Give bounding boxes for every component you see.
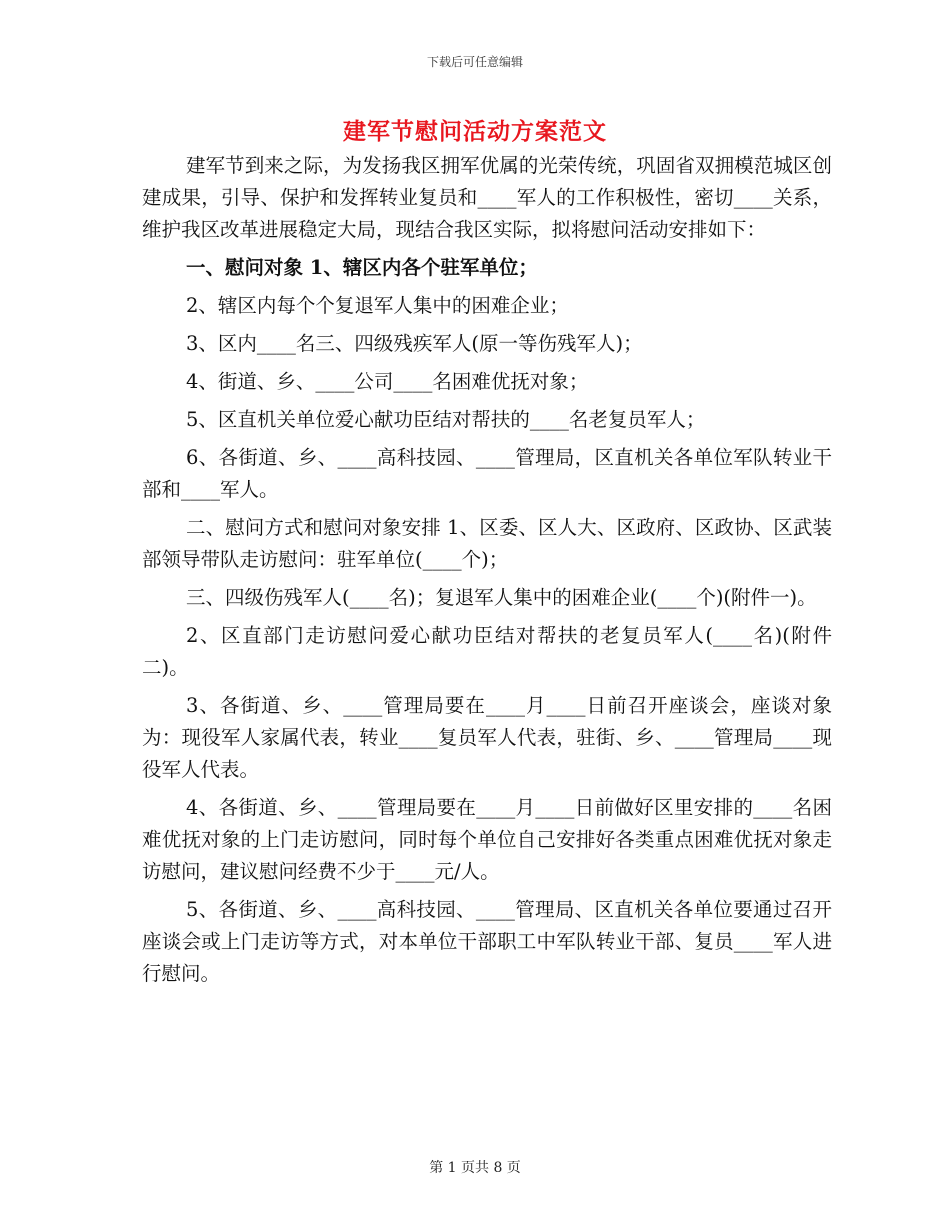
list-item: 6、各街道、乡、____高科技园、____管理局，区直机关各单位军队转业干部和____军人。 [142, 446, 832, 501]
list-item: 5、区直机关单位爱心献功臣结对帮扶的____名老复员军人； [186, 408, 706, 431]
document-body [142, 150, 832, 996]
list-item: 4、各街道、乡、____管理局要在____月____日前做好区里安排的____名困难优抚对象的上门走访慰问，同时每个单位自己安排好各类重点困难优抚对象走访慰问，建议慰问经费不少于____元/人。 [142, 796, 832, 883]
section-2-heading: 二、慰问方式和慰问对象安排 1、区委、区人大、区政府、区政协、区武装部领导带队走访慰问：驻军单位(____个)； [142, 516, 832, 571]
intro-paragraph: 建军节到来之际，为发扬我区拥军优属的光荣传统，巩固省双拥模范城区创建成果，引导、保护和发挥转业复员和____军人的工作积极性，密切____关系，维护我区改革进展稳定大局，现结合我区实际，拟将慰问活动安排如下： [142, 154, 832, 241]
page-footer: 第 1 页共 8 页 [429, 1160, 521, 1176]
document-title: 建军节慰问活动方案范文 [343, 118, 607, 145]
list-item: 三、四级伤残军人(____名)；复退军人集中的困难企业(____个)(附件一)。 [186, 586, 817, 609]
list-item: 5、各街道、乡、____高科技园、____管理局、区直机关各单位要通过召开座谈会或上门走访等方式，对本单位干部职工中军队转业干部、复员____军人进行慰问。 [142, 898, 832, 985]
list-item: 2、区直部门走访慰问爱心献功臣结对帮扶的老复员军人(____名)(附件二)。 [142, 624, 832, 679]
section-1-heading: 一、慰问对象 1、辖区内各个驻军单位； [186, 256, 538, 279]
list-item: 2、辖区内每个个复退军人集中的困难企业； [186, 294, 569, 317]
list-item: 4、街道、乡、____公司____名困难优抚对象； [186, 370, 589, 393]
list-item: 3、区内____名三、四级残疾军人(原一等伤残军人)； [186, 332, 643, 355]
page-header: 下载后可任意编辑 [426, 55, 523, 69]
list-item: 3、各街道、乡、____管理局要在____月____日前召开座谈会，座谈对象为：现役军人家属代表，转业____复员军人代表，驻街、乡、____管理局____现役军人代表。 [142, 694, 832, 781]
